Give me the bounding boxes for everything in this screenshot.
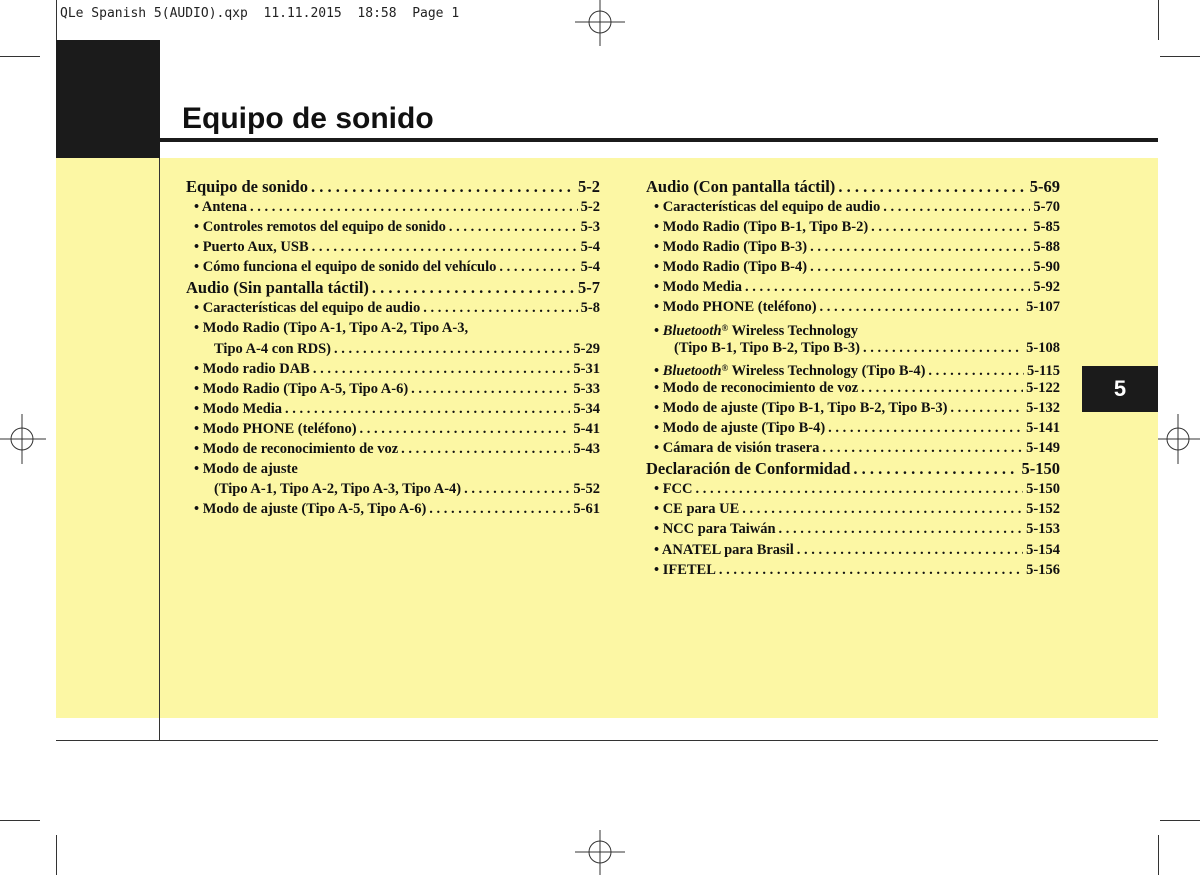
toc-column-left — [186, 176, 600, 519]
toc-page-number: 5-88 — [1033, 239, 1060, 256]
toc-leader-dots — [883, 197, 1030, 217]
crop-mark — [0, 56, 40, 57]
crop-mark — [0, 820, 40, 821]
toc-leader-dots — [719, 560, 1023, 580]
toc-entry-label: • Modo de ajuste (Tipo B-4) — [654, 420, 826, 437]
crop-mark — [56, 0, 57, 40]
toc-entry-label: • Modo de reconocimiento de voz — [654, 379, 859, 396]
toc-entry-label: • Antena — [194, 199, 248, 215]
toc-page-number: 5-107 — [1026, 299, 1060, 316]
toc-entry[interactable] — [186, 359, 600, 379]
toc-page-number: 5-2 — [580, 199, 600, 215]
header-block — [56, 40, 160, 158]
toc-entry[interactable] — [646, 519, 1060, 539]
toc-entry[interactable] — [186, 379, 600, 399]
toc-leader-dots — [696, 479, 1024, 499]
toc-leader-dots — [822, 438, 1023, 458]
crop-mark — [1160, 56, 1200, 57]
toc-page-number: 5-61 — [573, 501, 600, 518]
toc-column-right — [646, 176, 1060, 580]
toc-entry[interactable] — [646, 358, 1060, 378]
toc-entry-label: • Modo de ajuste (Tipo A-5, Tipo A-6) — [194, 501, 427, 518]
registration-mark-icon — [575, 0, 625, 46]
toc-entry-label: (Tipo A-1, Tipo A-2, Tipo A-3, Tipo A-4) — [214, 481, 462, 498]
toc-section-entry[interactable] — [646, 458, 1060, 479]
toc-page-number: 5-33 — [573, 380, 600, 397]
toc-entry-label: • Cámara de visión trasera — [654, 440, 820, 457]
toc-leader-dots — [861, 378, 1023, 398]
toc-leader-dots — [429, 499, 570, 519]
toc-page-number: 5-92 — [1033, 279, 1060, 296]
toc-entry-label: Audio (Con pantalla táctil) — [646, 177, 836, 196]
toc-page-number: 5-122 — [1026, 379, 1060, 396]
toc-entry[interactable] — [646, 237, 1060, 257]
toc-page-number: 5-34 — [573, 400, 600, 417]
toc-page-number: 5-150 — [1021, 459, 1060, 479]
toc-section-entry[interactable] — [646, 176, 1060, 197]
toc-page-number: 5-108 — [1026, 339, 1060, 356]
print-slug: QLe Spanish 5(AUDIO).qxp 11.11.2015 18:58 Page 1 — [60, 6, 460, 21]
toc-leader-dots — [423, 298, 577, 318]
toc-entry-label: • Cómo funciona el equipo de sonido del vehículo — [194, 259, 497, 276]
toc-entry[interactable] — [186, 339, 600, 359]
toc-leader-dots — [312, 237, 578, 257]
toc-entry-label: • Puerto Aux, USB — [194, 239, 309, 256]
crop-mark — [1158, 0, 1159, 40]
toc-leader-dots — [742, 499, 1023, 519]
toc-entry-label: Audio (Sin pantalla táctil) — [186, 278, 369, 298]
toc-entry-label: • Características del equipo de audio — [654, 199, 881, 215]
toc-entry[interactable] — [646, 217, 1060, 237]
toc-page-number: 5-149 — [1026, 440, 1060, 457]
toc-entry[interactable] — [646, 338, 1060, 358]
toc-entry-label: • Modo PHONE (teléfono) — [654, 299, 817, 316]
toc-entry[interactable] — [646, 560, 1060, 580]
toc-entry[interactable] — [186, 257, 600, 277]
toc-page-number: 5-90 — [1033, 259, 1060, 276]
toc-page-number: 5-4 — [580, 259, 600, 276]
toc-leader-dots — [285, 399, 570, 419]
toc-page-number: 5-85 — [1033, 219, 1060, 236]
toc-page-number: 5-41 — [573, 420, 600, 437]
toc-entry[interactable] — [646, 257, 1060, 277]
page-title: Equipo de sonido — [182, 102, 434, 135]
bottom-rule — [56, 740, 1158, 741]
toc-page-number: 5-2 — [578, 177, 600, 196]
toc-page-number: 5-8 — [580, 300, 600, 317]
toc-entry[interactable] — [646, 378, 1060, 398]
toc-entry[interactable] — [646, 418, 1060, 438]
toc-leader-dots — [360, 419, 571, 439]
toc-page-number: 5-3 — [580, 219, 600, 236]
toc-leader-dots — [838, 176, 1026, 197]
title-rule — [160, 138, 1158, 142]
toc-page-number: 5-152 — [1026, 501, 1060, 518]
toc-leader-dots — [810, 237, 1030, 257]
toc-entry-label: • Modo Media — [194, 400, 283, 417]
toc-entry-label: Equipo de sonido — [186, 177, 308, 196]
crop-mark — [1160, 820, 1200, 821]
toc-entry[interactable] — [646, 398, 1060, 418]
toc-leader-dots — [820, 297, 1024, 317]
toc-entry-label: • Modo de ajuste (Tipo B-1, Tipo B-2, Tipo B-3) — [654, 399, 948, 416]
toc-entry-label: Tipo A-4 con RDS) — [214, 340, 331, 357]
toc-leader-dots — [401, 439, 570, 459]
toc-entry[interactable] — [186, 298, 600, 318]
toc-page-number: 5-31 — [573, 360, 600, 377]
toc-entry-label: • Controles remotos del equipo de sonido — [194, 219, 446, 236]
toc-page-number: 5-153 — [1026, 521, 1060, 538]
toc-leader-dots — [334, 339, 570, 359]
toc-leader-dots — [928, 361, 1024, 378]
toc-entry[interactable] — [646, 540, 1060, 560]
toc-leader-dots — [797, 540, 1023, 560]
toc-page-number: 5-69 — [1029, 177, 1060, 196]
toc-entry-label: • Modo Radio (Tipo B-3) — [654, 239, 808, 256]
toc-page-number: 5-141 — [1026, 420, 1060, 437]
margin-rule — [159, 158, 160, 740]
registration-mark-icon — [1154, 414, 1200, 464]
toc-entry[interactable] — [186, 479, 600, 499]
toc-leader-dots — [950, 398, 1023, 418]
toc-page-number: 5-43 — [573, 441, 600, 458]
toc-entry-label: • Modo Radio (Tipo B-1, Tipo B-2) — [654, 219, 869, 236]
toc-leader-dots — [372, 277, 575, 298]
toc-entry-label: • Bluetooth® Wireless Technology — [654, 322, 858, 338]
toc-entry[interactable] — [186, 237, 600, 257]
toc-entry-label: • Modo de reconocimiento de voz — [194, 441, 399, 458]
toc-entry[interactable] — [646, 197, 1060, 217]
registration-mark-icon — [0, 414, 46, 464]
toc-page-number: 5-156 — [1026, 561, 1060, 578]
toc-entry[interactable] — [646, 277, 1060, 297]
chapter-tab[interactable]: 5 — [1082, 366, 1158, 412]
toc-entry[interactable] — [186, 399, 600, 419]
crop-mark — [1158, 835, 1159, 875]
toc-page-number: 5-115 — [1026, 362, 1060, 378]
toc-entry-label: • CE para UE — [654, 501, 740, 518]
toc-entry-label: • Modo PHONE (teléfono) — [194, 420, 357, 437]
toc-leader-dots — [745, 277, 1030, 297]
toc-leader-dots — [828, 418, 1023, 438]
toc-entry[interactable] — [186, 419, 600, 439]
toc-leader-dots — [810, 257, 1030, 277]
toc-entry-label: (Tipo B-1, Tipo B-2, Tipo B-3) — [674, 339, 861, 356]
toc-leader-dots — [250, 197, 578, 217]
toc-page-number: 5-132 — [1026, 399, 1060, 416]
toc-leader-dots — [871, 217, 1030, 237]
toc-entry[interactable] — [646, 479, 1060, 499]
toc-leader-dots — [853, 458, 1018, 479]
toc-section-entry[interactable] — [186, 176, 600, 197]
toc-entry[interactable] — [186, 499, 600, 519]
toc-page-number: 5-4 — [580, 239, 600, 256]
toc-entry[interactable] — [186, 439, 600, 459]
toc-entry[interactable] — [186, 459, 600, 479]
toc-page-number: 5-29 — [573, 340, 600, 357]
toc-entry-label: • Modo Media — [654, 279, 743, 296]
toc-page-number: 5-52 — [573, 481, 600, 498]
toc-leader-dots — [449, 217, 578, 237]
toc-leader-dots — [411, 379, 570, 399]
toc-entry-label: • Modo de ajuste — [194, 461, 298, 478]
toc-section-entry[interactable] — [186, 277, 600, 298]
toc-entry-label: • Modo Radio (Tipo A-5, Tipo A-6) — [194, 380, 409, 397]
toc-entry-label: Declaración de Conformidad — [646, 459, 851, 479]
toc-leader-dots — [863, 338, 1023, 358]
toc-entry-label: • ANATEL para Brasil — [654, 541, 794, 558]
toc-entry[interactable] — [646, 318, 1060, 338]
registration-mark-icon — [575, 830, 625, 875]
toc-entry-label: • Bluetooth® Wireless Technology (Tipo B-4) — [654, 362, 926, 378]
toc-entry[interactable] — [186, 318, 600, 338]
toc-entry[interactable] — [186, 197, 600, 217]
toc-page-number: 5-7 — [578, 278, 600, 298]
toc-leader-dots — [313, 359, 571, 379]
toc-entry-label: • Características del equipo de audio — [194, 300, 421, 317]
toc-entry-label: • FCC — [654, 481, 693, 498]
toc-entry[interactable] — [646, 297, 1060, 317]
toc-leader-dots — [499, 257, 577, 277]
toc-entry-label: • Modo radio DAB — [194, 360, 310, 377]
toc-entry[interactable] — [646, 438, 1060, 458]
toc-entry-label: • Modo Radio (Tipo B-4) — [654, 259, 808, 276]
toc-page-number: 5-150 — [1026, 481, 1060, 498]
toc-entry-label: • Modo Radio (Tipo A-1, Tipo A-2, Tipo A-3, — [194, 320, 469, 337]
crop-mark — [56, 835, 57, 875]
toc-leader-dots — [311, 176, 575, 197]
toc-leader-dots — [779, 519, 1024, 539]
toc-page-number: 5-70 — [1033, 199, 1060, 215]
toc-leader-dots — [464, 479, 570, 499]
toc-entry[interactable] — [646, 499, 1060, 519]
toc-entry-label: • NCC para Taiwán — [654, 521, 776, 538]
toc-page-number: 5-154 — [1026, 541, 1060, 558]
toc-entry-label: • IFETEL — [654, 561, 716, 578]
toc-entry[interactable] — [186, 217, 600, 237]
